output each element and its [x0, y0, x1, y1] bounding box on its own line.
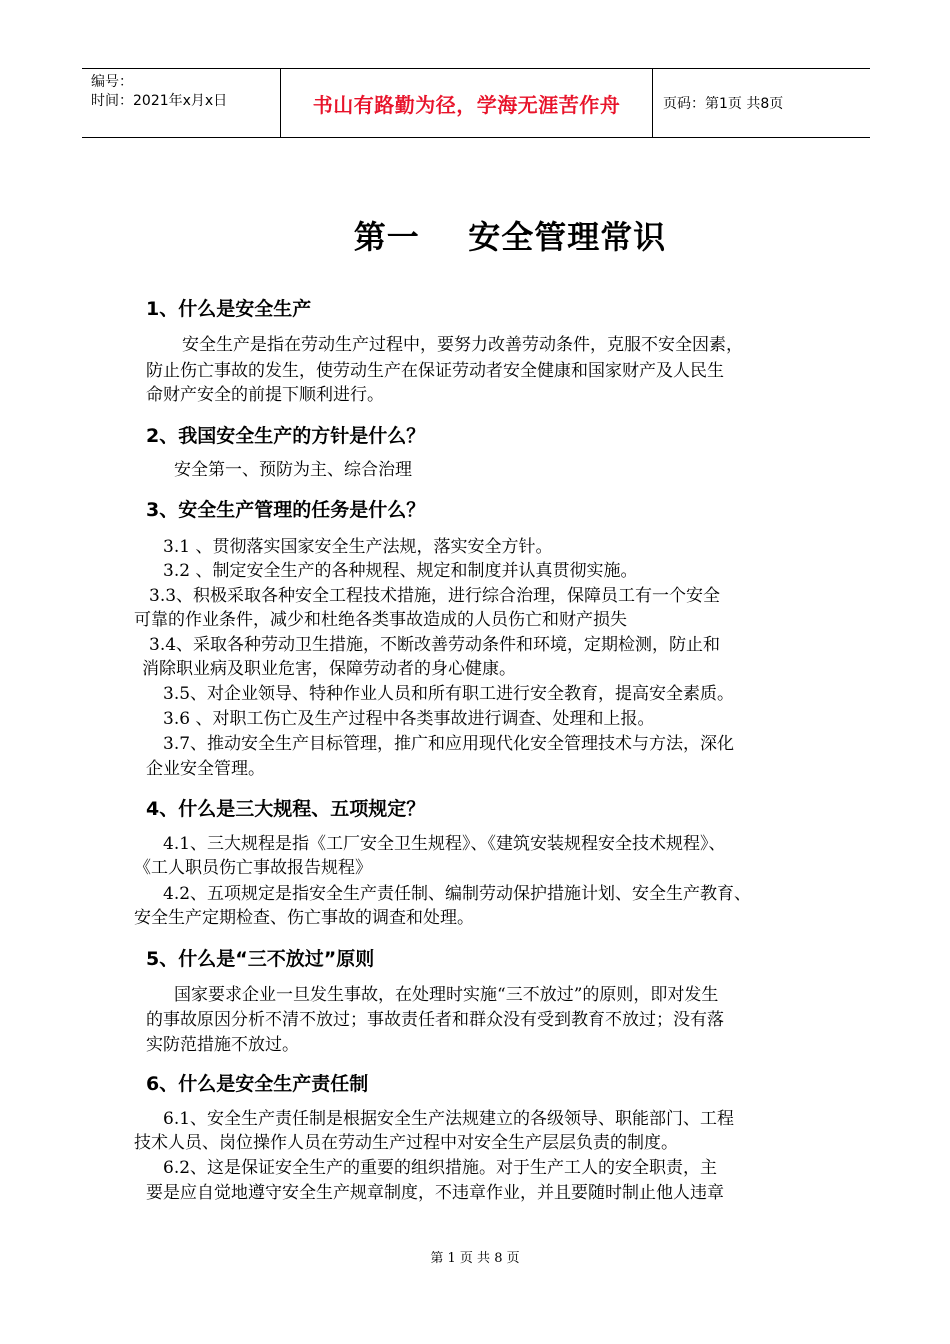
section-2-line-1: 安全第一、预防为主、综合治理	[174, 460, 412, 480]
section-heading-3: 3、安全生产管理的任务是什么？	[146, 499, 426, 521]
section-6-line-4: 要是应自觉地遵守安全生产规章制度，不违章作业，并且要随时制止他人违章	[146, 1183, 724, 1203]
section-3-line-2: 3.2 、制定安全生产的各种规程、规定和制度并认真贯彻实施。	[163, 561, 638, 581]
document-header	[82, 68, 870, 138]
section-heading-2: 2、我国安全生产的方针是什么？	[146, 425, 426, 447]
section-5-line-2: 的事故原因分析不清不放过；事故责任者和群众没有受到教育不放过；没有落	[146, 1010, 724, 1030]
section-6-line-2: 技术人员、岗位操作人员在劳动生产过程中对安全生产层层负责的制度。	[134, 1133, 678, 1153]
section-3-line-5: 3.4、采取各种劳动卫生措施，不断改善劳动条件和环境，定期检测，防止和	[149, 635, 721, 655]
section-heading-1: 1、什么是安全生产	[146, 298, 312, 320]
section-3-line-6: 消除职业病及职业危害，保障劳动者的身心健康。	[142, 659, 516, 679]
section-3-line-3: 3.3、积极采取各种安全工程技术措施，进行综合治理，保障员工有一个安全	[149, 586, 721, 606]
section-3-line-7: 3.5、对企业领导、特种作业人员和所有职工进行安全教育，提高安全素质。	[163, 684, 735, 704]
section-1-line-1: 安全生产是指在劳动生产过程中，要努力改善劳动条件，克服不安全因素，	[182, 335, 743, 355]
section-3-line-10: 企业安全管理。	[146, 759, 265, 779]
page-footer: 第 1 页 共 8 页	[430, 1251, 520, 1266]
section-heading-4: 4、什么是三大规程、五项规定？	[146, 798, 426, 820]
number-label: 编号：	[91, 74, 133, 90]
section-heading-6: 6、什么是安全生产责任制	[146, 1073, 369, 1095]
section-6-line-1: 6.1、安全生产责任制是根据安全生产法规建立的各级领导、职能部门、工程	[163, 1109, 735, 1129]
section-4-line-1: 4.1、三大规程是指《工厂安全卫生规程》、《建筑安装规程安全技术规程》、	[163, 834, 726, 854]
section-4-line-2: 《工人职员伤亡事故报告规程》	[134, 858, 372, 878]
section-1-line-2: 防止伤亡事故的发生，使劳动生产在保证劳动者安全健康和国家财产及人民生	[146, 361, 724, 381]
section-3-line-4: 可靠的作业条件，减少和杜绝各类事故造成的人员伤亡和财产损失	[134, 610, 627, 630]
section-4-line-3: 4.2、五项规定是指安全生产责任制、编制劳动保护措施计划、安全生产教育、	[163, 884, 752, 904]
section-6-line-3: 6.2、这是保证安全生产的重要的组织措施。对于生产工人的安全职责，主	[163, 1158, 718, 1178]
section-heading-5: 5、什么是“三不放过”原则	[146, 948, 375, 970]
date-label: 时间：2021年x月x日	[91, 93, 228, 109]
section-3-line-8: 3.6 、对职工伤亡及生产过程中各类事故进行调查、处理和上报。	[163, 709, 655, 729]
motto: 书山有路勤为径，学海无涯苦作舟	[281, 69, 653, 137]
section-3-line-1: 3.1 、贯彻落实国家安全生产法规，落实安全方针。	[163, 537, 553, 557]
section-1-line-3: 命财产安全的前提下顺利进行。	[146, 385, 384, 405]
section-4-line-4: 安全生产定期检查、伤亡事故的调查和处理。	[134, 908, 474, 928]
page-title: 第一 安全管理常识	[353, 218, 667, 256]
header-meta-cell	[82, 69, 281, 137]
page-info: 页码：第1页 共8页	[663, 96, 784, 112]
section-3-line-9: 3.7、推动安全生产目标管理，推广和应用现代化安全管理技术与方法，深化	[163, 734, 735, 754]
section-5-line-1: 国家要求企业一旦发生事故，在处理时实施“三不放过”的原则，即对发生	[174, 985, 719, 1005]
section-5-line-3: 实防范措施不放过。	[146, 1035, 299, 1055]
